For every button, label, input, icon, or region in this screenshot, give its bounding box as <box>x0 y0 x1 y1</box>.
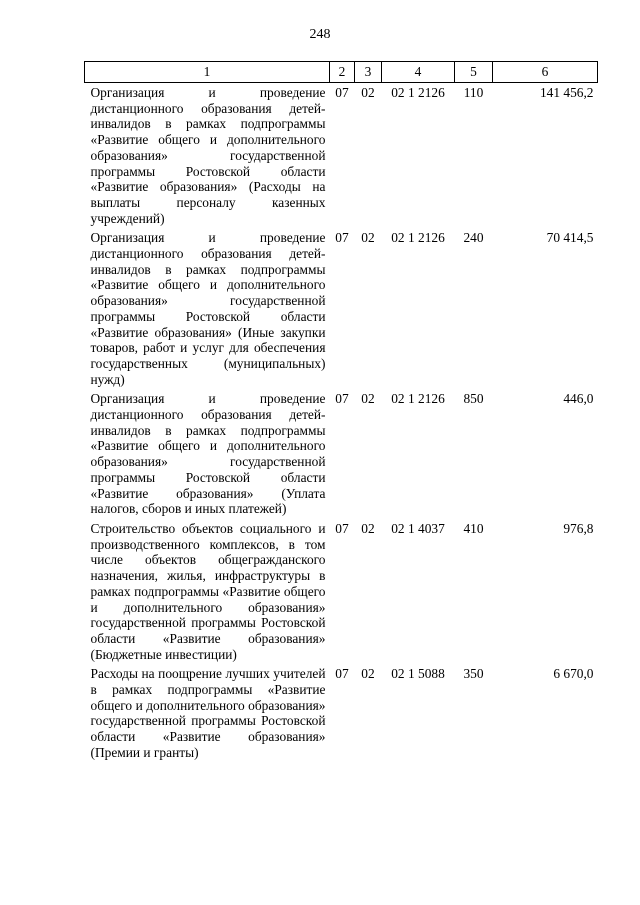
table-row <box>85 519 598 664</box>
column-header-name: 1 <box>85 62 330 83</box>
row-section: 07 <box>335 666 349 682</box>
column-header-section: 2 <box>330 62 355 83</box>
row-name: Организация и проведение дистанционного образования детей-инвалидов в рамках подпрограммы «Развитие общего и дополнительного образования» государственной программы Ростовской области «Развитие образования» (Расходы на выплаты персоналу казенных учреждений) <box>90 85 326 226</box>
row-name: Организация и проведение дистанционного образования детей-инвалидов в рамках подпрограммы «Развитие общего и дополнительного образования» государственной программы Ростовской области «Развитие образования» (Иные закупки товаров, работ и услуг для обеспечения государственных (муниципальных) нужд) <box>90 230 326 387</box>
row-expense-type: 350 <box>463 666 484 682</box>
row-subsection: 02 <box>361 391 375 407</box>
row-section: 07 <box>335 520 349 536</box>
row-name: Расходы на поощрение лучших учителей в рамках подпрограммы «Развитие общего и дополнительного образования» государственной программы Ростовской области «Развитие образования» (Премии и гранты) <box>90 666 326 760</box>
row-amount: 70 414,5 <box>546 230 594 246</box>
row-amount: 6 670,0 <box>553 666 594 682</box>
row-amount: 976,8 <box>563 520 594 536</box>
row-amount: 141 456,2 <box>539 85 594 100</box>
column-header-amount: 6 <box>493 62 598 83</box>
table-header-row <box>85 62 598 83</box>
row-subsection: 02 <box>361 230 375 246</box>
row-subsection: 02 <box>361 85 375 100</box>
row-name: Строительство объектов социального и производственного комплексов, в том числе объектов общегражданского назначения, жилья, инфраструктуры в рамках подпрограммы «Развитие общего и дополнительного образования» государственной программы Ростовской области «Развитие образования» (Бюджетные инвестиции) <box>90 520 326 662</box>
row-subsection: 02 <box>361 520 375 536</box>
row-expense-type: 110 <box>463 85 484 100</box>
row-target-code: 02 1 4037 <box>391 520 445 536</box>
table-row <box>85 664 598 762</box>
row-expense-type: 410 <box>463 520 484 536</box>
column-header-expense-type: 5 <box>455 62 493 83</box>
row-expense-type: 850 <box>463 391 484 407</box>
page-number: 248 <box>309 27 331 42</box>
row-name: Организация и проведение дистанционного образования детей-инвалидов в рамках подпрограммы «Развитие общего и дополнительного образования» государственной программы Ростовской области «Развитие образования» (Уплата налогов, сборов и иных платежей) <box>90 391 326 517</box>
row-target-code: 02 1 2126 <box>391 391 445 407</box>
row-target-code: 02 1 2126 <box>391 230 445 246</box>
table-row <box>85 389 598 519</box>
row-section: 07 <box>335 391 349 407</box>
row-section: 07 <box>335 85 349 100</box>
column-header-subsection: 3 <box>355 62 382 83</box>
row-amount: 446,0 <box>563 391 594 407</box>
table-row <box>85 83 598 229</box>
row-section: 07 <box>335 230 349 246</box>
row-expense-type: 240 <box>463 230 484 246</box>
row-subsection: 02 <box>361 666 375 682</box>
row-target-code: 02 1 5088 <box>391 666 445 682</box>
table-row <box>85 228 598 389</box>
column-header-target-code: 4 <box>382 62 455 83</box>
budget-table <box>84 61 598 763</box>
row-target-code: 02 1 2126 <box>391 85 445 100</box>
